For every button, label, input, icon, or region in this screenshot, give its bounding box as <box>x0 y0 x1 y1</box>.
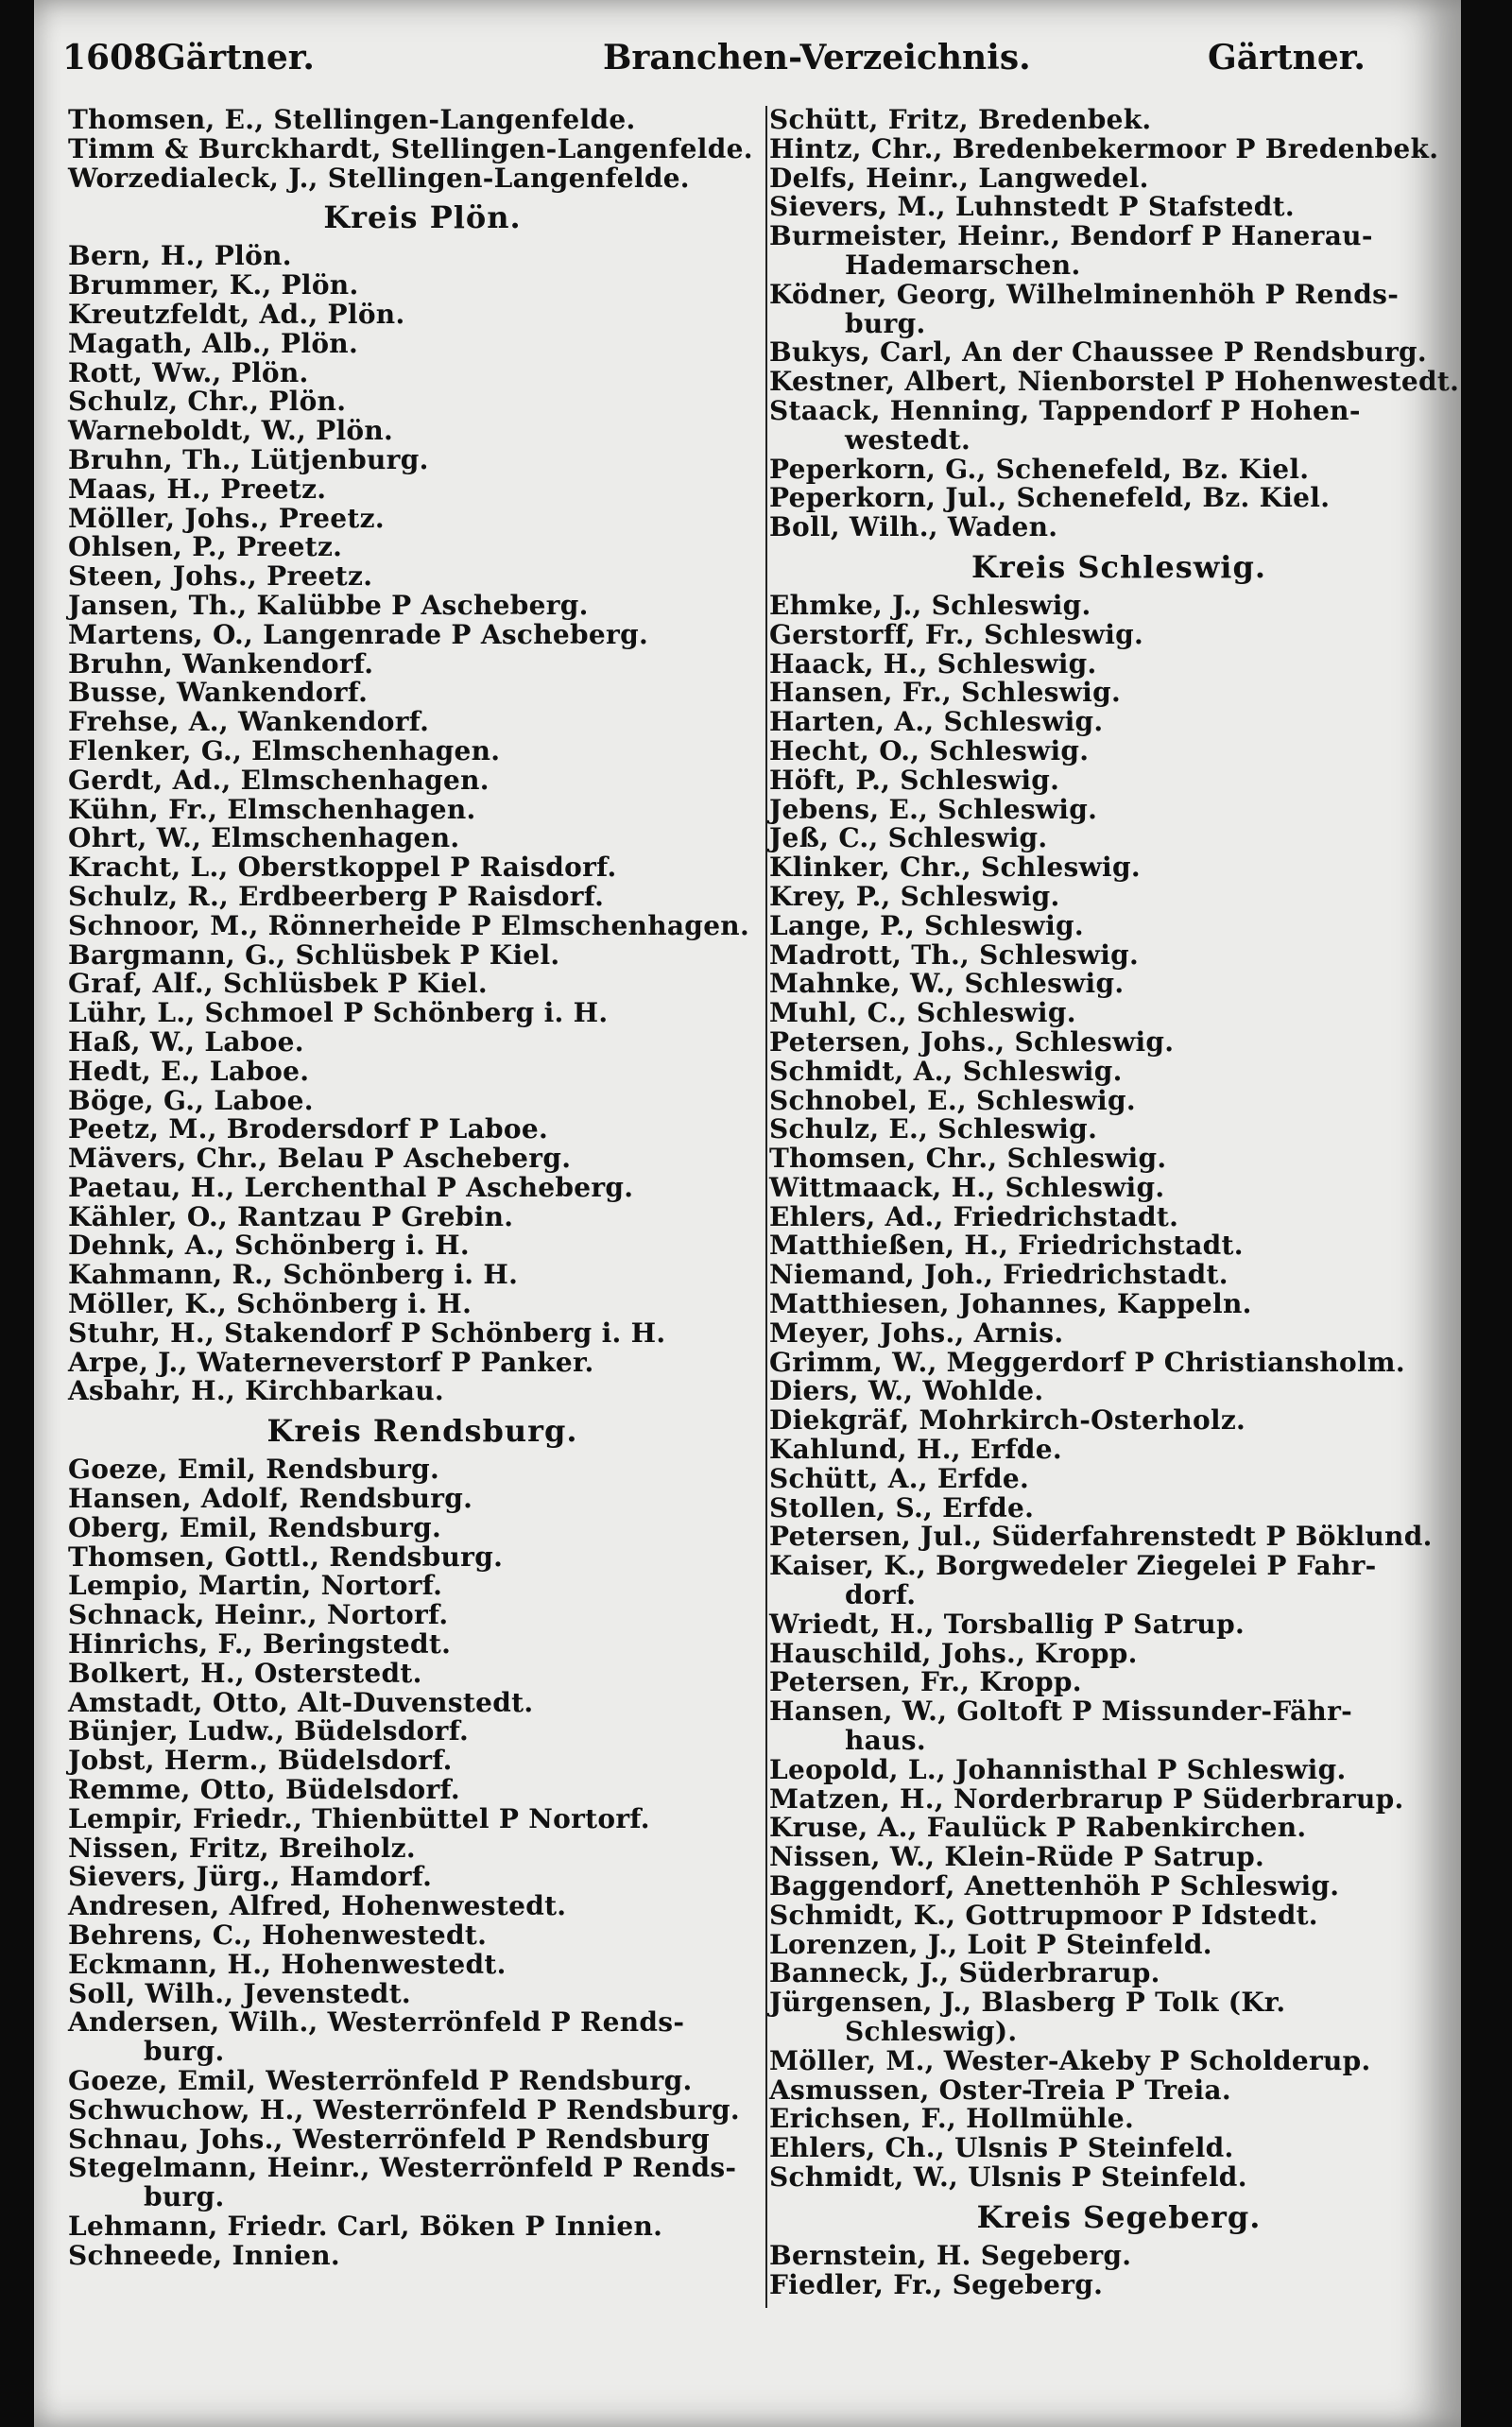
directory-entry: Hinrichs, F., Beringstedt. <box>68 1628 452 1661</box>
entry-continuation: dorf. <box>845 1579 917 1611</box>
directory-entry: Böge, G., Laboe. <box>68 1084 314 1116</box>
directory-entry: Peetz, M., Brodersdorf P Laboe. <box>68 1113 549 1145</box>
directory-entry: Kreutzfeldt, Ad., Plön. <box>68 298 405 330</box>
column-divider <box>765 106 767 2308</box>
directory-entry: Arpe, J., Waterneverstorf P Panker. <box>68 1346 594 1378</box>
header-right-title: Gärtner. <box>1208 38 1366 77</box>
directory-entry: Amstadt, Otto, Alt-Duvenstedt. <box>68 1686 534 1718</box>
directory-entry: Diers, W., Wohlde. <box>769 1375 1044 1407</box>
directory-entry: Soll, Wilh., Jevenstedt. <box>68 1977 411 2009</box>
directory-entry: Schütt, Fritz, Bredenbek. <box>769 104 1152 135</box>
directory-entry: Hedt, E., Laboe. <box>68 1055 310 1087</box>
directory-entry: Steen, Johs., Preetz. <box>68 560 373 593</box>
directory-entry: Schnack, Heinr., Nortorf. <box>68 1599 449 1631</box>
directory-entry: Sievers, M., Luhnstedt P Stafstedt. <box>769 191 1295 223</box>
directory-entry: Schulz, E., Schleswig. <box>769 1113 1098 1145</box>
directory-entry: Nissen, W., Klein-Rüde P Satrup. <box>769 1841 1265 1873</box>
directory-entry: Schnoor, M., Rönnerheide P Elmschenhagen. <box>68 909 750 941</box>
directory-entry: Bukys, Carl, An der Chaussee P Rendsburg. <box>769 336 1427 369</box>
directory-entry: Ehlers, Ch., Ulsnis P Steinfeld. <box>769 2132 1234 2164</box>
directory-entry: Schnau, Johs., Westerrönfeld P Rendsburg <box>68 2123 710 2155</box>
directory-entry: Hansen, W., Goltoft P Missunder-Fähr- <box>769 1695 1353 1728</box>
directory-entry: Möller, Johs., Preetz. <box>68 502 385 534</box>
directory-entry: Lempio, Martin, Nortorf. <box>68 1570 443 1602</box>
directory-entry: Hansen, Adolf, Rendsburg. <box>68 1483 473 1515</box>
directory-entry: Möller, M., Wester-Akeby P Scholderup. <box>769 2044 1371 2076</box>
directory-entry: Möller, K., Schönberg i. H. <box>68 1288 472 1320</box>
page-number: 1608 <box>62 38 158 77</box>
directory-entry: Gerdt, Ad., Elmschenhagen. <box>68 764 490 796</box>
directory-entry: Brummer, K., Plön. <box>68 269 359 301</box>
directory-entry: Hansen, Fr., Schleswig. <box>769 677 1122 709</box>
entry-continuation: Hademarschen. <box>845 249 1081 281</box>
directory-entry: Lange, P., Schleswig. <box>769 909 1084 941</box>
directory-entry: Kruse, A., Faulück P Rabenkirchen. <box>769 1812 1307 1844</box>
directory-entry: Flenker, G., Elmschenhagen. <box>68 734 501 766</box>
directory-entry: Kahmann, R., Schönberg i. H. <box>68 1259 519 1291</box>
directory-entry: Kestner, Albert, Nienborstel P Hohenwestedt. <box>769 366 1460 398</box>
directory-entry: Kracht, L., Oberstkoppel P Raisdorf. <box>68 852 617 884</box>
entry-continuation: westedt. <box>845 423 971 456</box>
section-heading: Kreis Plön. <box>323 199 522 236</box>
directory-entry: Asbahr, H., Kirchbarkau. <box>68 1375 444 1407</box>
entry-continuation: burg. <box>144 2181 225 2213</box>
entry-continuation: burg. <box>845 307 926 339</box>
directory-entry: Leopold, L., Johannisthal P Schleswig. <box>769 1753 1347 1785</box>
directory-entry: Paetau, H., Lerchenthal P Ascheberg. <box>68 1171 634 1203</box>
directory-entry: Eckmann, H., Hohenwestedt. <box>68 1948 507 1980</box>
directory-entry: Jobst, Herm., Büdelsdorf. <box>68 1745 453 1777</box>
header-center-title: Branchen-Verzeichnis. <box>603 38 1031 77</box>
directory-entry: Bernstein, H. Segeberg. <box>769 2239 1132 2271</box>
right-column <box>769 106 1469 2299</box>
directory-entry: Schmidt, W., Ulsnis P Steinfeld. <box>769 2160 1247 2193</box>
directory-entry: Banneck, J., Süderbrarup. <box>769 1957 1160 1989</box>
directory-entry: Andresen, Alfred, Hohenwestedt. <box>68 1890 567 1922</box>
directory-entry: Lempir, Friedr., Thienbüttel P Nortorf. <box>68 1802 650 1834</box>
section-heading: Kreis Segeberg. <box>976 2198 1262 2235</box>
section-heading: Kreis Rendsburg. <box>266 1413 578 1450</box>
directory-entry: Höft, P., Schleswig. <box>769 764 1060 796</box>
directory-entry: Matthießen, H., Friedrichstadt. <box>769 1230 1244 1262</box>
directory-entry: Schulz, Chr., Plön. <box>68 386 347 418</box>
directory-entry: Diekgräf, Mohrkirch-Osterholz. <box>769 1404 1246 1437</box>
directory-entry: Staack, Henning, Tappendorf P Hohen- <box>769 394 1361 426</box>
directory-entry: Haß, W., Laboe. <box>68 1025 304 1058</box>
directory-entry: Schwuchow, H., Westerrönfeld P Rendsburg. <box>68 2093 740 2126</box>
directory-entry: Stollen, S., Erfde. <box>769 1491 1035 1523</box>
directory-entry: Bruhn, Wankendorf. <box>68 647 374 680</box>
directory-entry: Lühr, L., Schmoel P Schönberg i. H. <box>68 997 609 1029</box>
directory-entry: Erichsen, F., Hollmühle. <box>769 2103 1135 2135</box>
directory-entry: Lehmann, Friedr. Carl, Böken P Innien. <box>68 2210 663 2242</box>
directory-entry: Goeze, Emil, Rendsburg. <box>68 1454 440 1486</box>
directory-entry: Boll, Wilh., Waden. <box>769 511 1058 543</box>
directory-entry: Nissen, Fritz, Breiholz. <box>68 1832 416 1864</box>
page-header <box>62 38 1366 85</box>
directory-entry: Stuhr, H., Stakendorf P Schönberg i. H. <box>68 1317 666 1349</box>
directory-entry: Bünjer, Ludw., Büdelsdorf. <box>68 1715 470 1747</box>
directory-entry: Wriedt, H., Torsballig P Satrup. <box>769 1608 1246 1640</box>
directory-entry: Schmidt, A., Schleswig. <box>769 1055 1123 1087</box>
directory-entry: Jürgensen, J., Blasberg P Tolk (Kr. <box>769 1987 1286 2019</box>
header-left-title: Gärtner. <box>157 38 315 77</box>
directory-entry: Jeß, C., Schleswig. <box>769 822 1048 854</box>
directory-entry: Schulz, R., Erdbeerberg P Raisdorf. <box>68 880 605 912</box>
directory-entry: Remme, Otto, Büdelsdorf. <box>68 1774 460 1806</box>
directory-entry: Ohrt, W., Elmschenhagen. <box>68 822 460 854</box>
directory-entry: Madrott, Th., Schleswig. <box>769 938 1140 971</box>
directory-entry: Baggendorf, Anettenhöh P Schleswig. <box>769 1870 1340 1902</box>
directory-entry: Ohlsen, P., Preetz. <box>68 531 343 563</box>
directory-entry: Martens, O., Langenrade P Ascheberg. <box>68 618 649 650</box>
directory-entry: Niemand, Joh., Friedrichstadt. <box>769 1259 1228 1291</box>
left-column <box>68 106 777 2271</box>
directory-entry: Magath, Alb., Plön. <box>68 327 359 359</box>
directory-entry: Petersen, Fr., Kropp. <box>769 1666 1082 1698</box>
directory-entry: Meyer, Johs., Arnis. <box>769 1317 1064 1349</box>
directory-entry: Goeze, Emil, Westerrönfeld P Rendsburg. <box>68 2065 693 2096</box>
directory-entry: Asmussen, Oster-Treia P Treia. <box>769 2074 1231 2106</box>
directory-entry: Sievers, Jürg., Hamdorf. <box>68 1861 433 1893</box>
directory-entry: Timm & Burckhardt, Stellingen-Langenfelde. <box>68 132 753 164</box>
directory-entry: Warneboldt, W., Plön. <box>68 415 394 447</box>
directory-entry: Petersen, Johs., Schleswig. <box>769 1025 1175 1058</box>
directory-entry: Rott, Ww., Plön. <box>68 356 309 388</box>
directory-entry: Frehse, A., Wankendorf. <box>68 706 430 738</box>
directory-entry: Kühn, Fr., Elmschenhagen. <box>68 793 476 825</box>
entry-continuation: Schleswig). <box>845 2016 1018 2047</box>
directory-entry: Ehmke, J., Schleswig. <box>769 589 1091 621</box>
directory-entry: Schütt, A., Erfde. <box>769 1462 1029 1494</box>
directory-entry: Kaiser, K., Borgwedeler Ziegelei P Fahr- <box>769 1550 1377 1582</box>
directory-entry: Hauschild, Johs., Kropp. <box>769 1637 1138 1669</box>
directory-entry: Bargmann, G., Schlüsbek P Kiel. <box>68 938 560 971</box>
directory-entry: Klinker, Chr., Schleswig. <box>769 852 1141 884</box>
directory-entry: Bern, H., Plön. <box>68 240 292 272</box>
directory-entry: Maas, H., Preetz. <box>68 473 327 505</box>
directory-page <box>34 0 1461 2427</box>
directory-entry: Kahlund, H., Erfde. <box>769 1434 1062 1466</box>
directory-entry: Schmidt, K., Gottrupmoor P Idstedt. <box>769 1899 1318 1931</box>
directory-entry: Wittmaack, H., Schleswig. <box>769 1171 1165 1203</box>
directory-entry: Harten, A., Schleswig. <box>769 706 1104 738</box>
directory-entry: Bolkert, H., Osterstedt. <box>68 1657 422 1689</box>
directory-entry: Mahnke, W., Schleswig. <box>769 968 1125 1000</box>
directory-entry: Schnobel, E., Schleswig. <box>769 1084 1136 1116</box>
directory-entry: Mävers, Chr., Belau P Ascheberg. <box>68 1143 572 1175</box>
directory-entry: Petersen, Jul., Süderfahrenstedt P Böklund. <box>769 1521 1433 1553</box>
entry-continuation: haus. <box>845 1725 926 1757</box>
directory-entry: Hecht, O., Schleswig. <box>769 734 1090 766</box>
directory-entry: Thomsen, Gottl., Rendsburg. <box>68 1541 504 1573</box>
directory-entry: Oberg, Emil, Rendsburg. <box>68 1511 442 1543</box>
directory-entry: Behrens, C., Hohenwestedt. <box>68 1919 488 1952</box>
directory-entry: Graf, Alf., Schlüsbek P Kiel. <box>68 968 488 1000</box>
directory-entry: Ködner, Georg, Wilhelminenhöh P Rends- <box>769 278 1400 310</box>
section-heading: Kreis Schleswig. <box>971 548 1266 585</box>
directory-entry: Haack, H., Schleswig. <box>769 647 1097 680</box>
directory-entry: Jebens, E., Schleswig. <box>769 793 1098 825</box>
directory-entry: Matthiesen, Johannes, Kappeln. <box>769 1288 1252 1320</box>
directory-entry: Ehlers, Ad., Friedrichstadt. <box>769 1200 1179 1232</box>
directory-entry: Fiedler, Fr., Segeberg. <box>769 2268 1104 2300</box>
directory-entry: Dehnk, A., Schönberg i. H. <box>68 1230 470 1262</box>
directory-entry: Peperkorn, G., Schenefeld, Bz. Kiel. <box>769 453 1310 485</box>
directory-entry: Peperkorn, Jul., Schenefeld, Bz. Kiel. <box>769 482 1331 514</box>
directory-entry: Grimm, W., Meggerdorf P Christiansholm. <box>769 1346 1405 1378</box>
directory-entry: Lorenzen, J., Loit P Steinfeld. <box>769 1928 1212 1960</box>
directory-entry: Muhl, C., Schleswig. <box>769 997 1076 1029</box>
directory-entry: Thomsen, E., Stellingen-Langenfelde. <box>68 104 636 135</box>
directory-entry: Schneede, Innien. <box>68 2239 340 2271</box>
directory-entry: Bruhn, Th., Lütjenburg. <box>68 443 429 475</box>
directory-entry: Delfs, Heinr., Langwedel. <box>769 162 1149 194</box>
directory-entry: Hintz, Chr., Bredenbekermoor P Bredenbek. <box>769 132 1439 164</box>
directory-entry: Kähler, O., Rantzau P Grebin. <box>68 1200 514 1232</box>
directory-entry: Jansen, Th., Kalübbe P Ascheberg. <box>68 589 589 621</box>
directory-entry: Krey, P., Schleswig. <box>769 880 1060 912</box>
directory-entry: Matzen, H., Norderbrarup P Süderbrarup. <box>769 1782 1404 1815</box>
directory-entry: Stegelmann, Heinr., Westerrönfeld P Rends- <box>68 2152 737 2184</box>
directory-entry: Thomsen, Chr., Schleswig. <box>769 1143 1167 1175</box>
directory-entry: Worzedialeck, J., Stellingen-Langenfelde. <box>68 162 690 194</box>
directory-entry: Gerstorff, Fr., Schleswig. <box>769 618 1144 650</box>
entry-continuation: burg. <box>144 2036 225 2068</box>
directory-entry: Burmeister, Heinr., Bendorf P Hanerau- <box>769 220 1373 252</box>
directory-entry: Busse, Wankendorf. <box>68 677 369 709</box>
directory-entry: Andersen, Wilh., Westerrönfeld P Rends- <box>68 2006 685 2039</box>
